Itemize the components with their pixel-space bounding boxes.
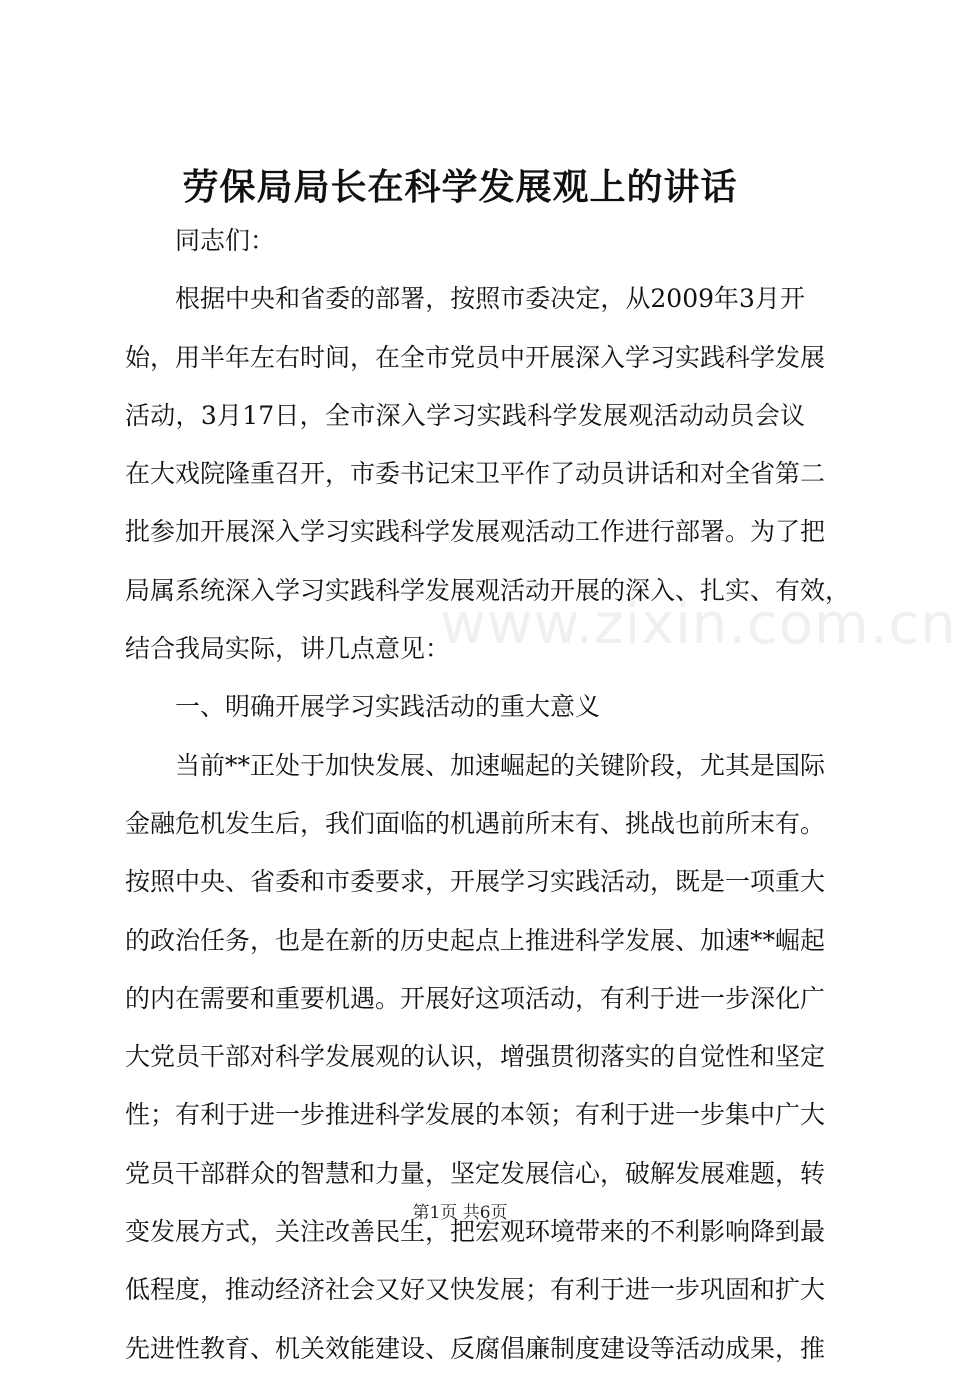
text-line: 性；有利于进一步推进科学发展的本领；有利于进一步集中广大 xyxy=(125,1100,826,1130)
text-line: 在大戏院隆重召开，市委书记宋卫平作了动员讲话和对全省第二 xyxy=(125,459,826,489)
text-line: 的政治任务，也是在新的历史起点上推进科学发展、加速**崛起 xyxy=(125,925,826,955)
watermark-logo: www.zixin.com.cn xyxy=(440,592,957,657)
salutation-line: 同志们： xyxy=(175,226,276,255)
text-line: 局属系统深入学习实践科学发展观活动开展的深入、扎实、有效， xyxy=(125,575,851,605)
text-line: 的内在需要和重要机遇。开展好这项活动，有利于进一步深化广 xyxy=(125,983,826,1013)
text-line: 始，用半年左右时间，在全市党员中开展深入学习实践科学发展 xyxy=(125,342,826,372)
text-line: 批参加开展深入学习实践科学发展观活动工作进行部署。为了把 xyxy=(125,517,826,547)
text-line: 大党员干部对科学发展观的认识，增强贯彻落实的自觉性和坚定 xyxy=(125,1042,826,1072)
text-line: 当前**正处于加快发展、加速崛起的关键阶段，尤其是国际 xyxy=(175,750,826,780)
text-line: 活动，3月17日，全市深入学习实践科学发展观活动动员会议 xyxy=(125,400,805,430)
text-line: 变发展方式，关注改善民生，把宏观环境带来的不利影响降到最 xyxy=(125,1217,826,1247)
document-title: 劳保局局长在科学发展观上的讲话 xyxy=(182,166,738,208)
text-line: 根据中央和省委的部署，按照市委决定，从2009年3月开 xyxy=(175,284,805,314)
page-number-footer: 第1页 共6页 xyxy=(412,1203,508,1223)
text-line: 低程度，推动经济社会又好又快发展；有利于进一步巩固和扩大 xyxy=(125,1275,826,1305)
text-line: 结合我局实际，讲几点意见： xyxy=(125,634,451,664)
text-line: 党员干部群众的智慧和力量，坚定发展信心，破解发展难题，转 xyxy=(125,1158,826,1188)
section-heading: 一、明确开展学习实践活动的重大意义 xyxy=(175,692,601,722)
text-line: 金融危机发生后，我们面临的机遇前所末有、挑战也前所末有。 xyxy=(125,808,826,838)
text-line: 按照中央、省委和市委要求，开展学习实践活动，既是一项重大 xyxy=(125,867,826,897)
text-line: 先进性教育、机关效能建设、反腐倡廉制度建设等活动成果，推 xyxy=(125,1333,826,1363)
